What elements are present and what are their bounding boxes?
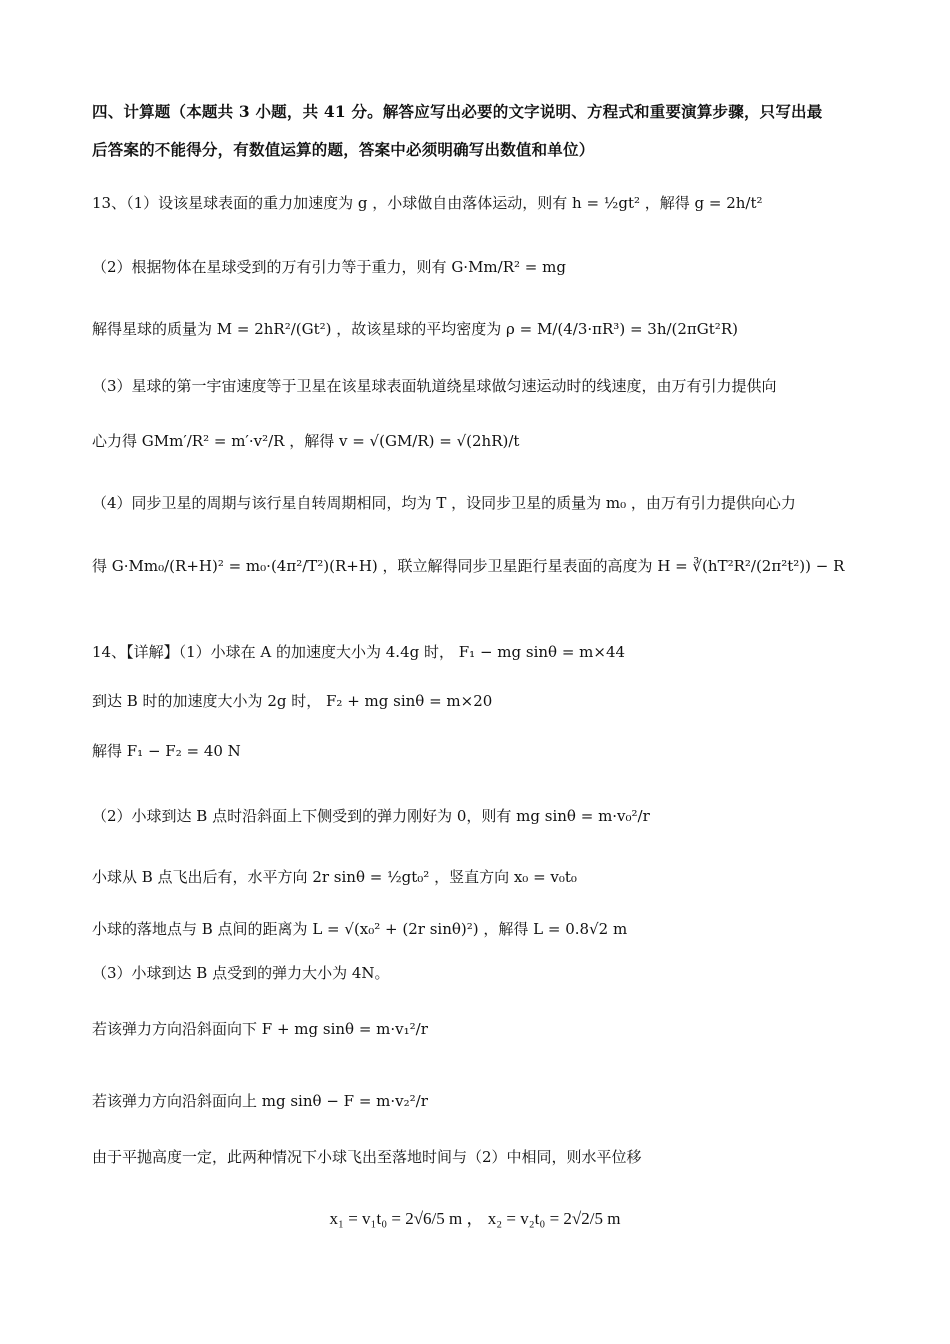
q14-part2-result: 小球的落地点与 B 点间的距离为 L = √(x₀² + (2r sinθ)²) ，解得 L = 0.8√2 m (92, 920, 628, 938)
q14-part3-down: 若该弹力方向沿斜面向下 F + mg sinθ = m·v₁²/r (92, 1020, 428, 1038)
q13-part3: （3）星球的第一宇宙速度等于卫星在该星球表面轨道绕星球做匀速运动时的线速度，由万有引力提供向 (92, 377, 777, 395)
q14-part3: （3）小球到达 B 点受到的弹力大小为 4N。 (92, 964, 390, 982)
q14-part3-result: x₁ = v₁t₀ = 2√6/5 m ， x₂ = v₂t₀ = 2√2/5 m (329, 1209, 621, 1228)
q13-part2: （2）根据物体在星球受到的万有引力等于重力，则有 G·Mm/R² = mg (92, 258, 566, 276)
q14-part3-explain: 由于平抛高度一定，此两种情况下小球飞出至落地时间与（2）中相同，则水平位移 (92, 1148, 642, 1166)
q13-part4-result: 得 G·Mm₀/(R+H)² = m₀·(4π²/T²)(R+H) ，联立解得同步卫星距行星表面的高度为 H = ∛(hT²R²/(2π²t²)) − R (92, 557, 845, 575)
q13-part2-result: 解得星球的质量为 M = 2hR²/(Gt²) ，故该星球的平均密度为 ρ = M/(4/3·πR³) = 3h/(2πGt²R) (92, 320, 738, 338)
q13-part1: 13、（1）设该星球表面的重力加速度为 g ，小球做自由落体运动，则有 h = ½gt² ，解得 g = 2h/t² (92, 194, 763, 212)
q14-part2: （2）小球到达 B 点时沿斜面上下侧受到的弹力刚好为 0，则有 mg sinθ = m·v₀²/r (92, 807, 650, 825)
q13-part4: （4）同步卫星的周期与该行星自转周期相同，均为 T ，设同步卫星的质量为 m₀ ，由万有引力提供向心力 (92, 494, 796, 512)
q14-part1-b: 到达 B 时的加速度大小为 2g 时， F₂ + mg sinθ = m×20 (92, 692, 493, 710)
section-header-line-1: 四、计算题（本题共 3 小题，共 41 分。解答应写出必要的文字说明、方程式和重要演算步骤，只写出最 (92, 102, 823, 121)
q14-part3-up: 若该弹力方向沿斜面向上 mg sinθ − F = m·v₂²/r (92, 1092, 428, 1110)
q13-part3-result: 心力得 GMm′/R² = m′·v²/R ，解得 v = √(GM/R) = √(2hR)/t (92, 432, 520, 450)
section-header-line-2: 后答案的不能得分，有数值运算的题，答案中必须明确写出数值和单位） (92, 140, 595, 159)
q14-part1-result: 解得 F₁ − F₂ = 40 N (92, 742, 241, 760)
q14-part2-motion: 小球从 B 点飞出后有，水平方向 2r sinθ = ½gt₀² ，竖直方向 x₀ = v₀t₀ (92, 868, 577, 886)
q14-part1: 14、【详解】（1）小球在 A 的加速度大小为 4.4g 时， F₁ − mg sinθ = m×44 (92, 643, 626, 661)
